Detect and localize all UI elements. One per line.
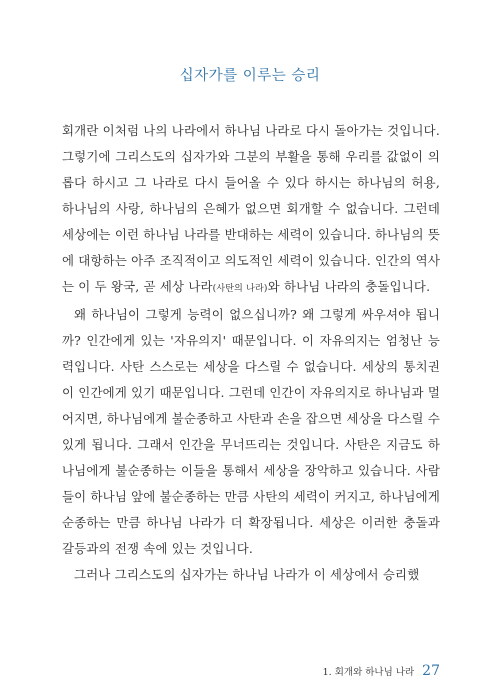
- paragraph-3: 그러나 그리스도의 십자가는 하나님 나라가 이 세상에서 승리했: [74, 567, 420, 582]
- body-text: [62, 118, 440, 588]
- section-title: 십자가를 이루는 승리: [179, 68, 321, 84]
- page-number: 27: [422, 663, 440, 679]
- paragraph-2: 왜 하나님이 그렇게 능력이 없으십니까? 왜 그렇게 싸우셔야 됩니까? 인간에게 있는 '자유의지' 때문입니다. 이 자유의지는 엄청난 능력입니다. 사탄 스스로는 세상을 다스릴 수 없습니다. 세상의 통치권이 인간에게 있기 때문입니다. 그런데 인간이 자유의지로 하나님과 멀어지면, 하나님에게 불순종하고 사탄과 손을 잡으면 세상을 다스릴 수 있게 됩니다. 그래서 인간을 무너뜨리는 것입니다. 사탄은 지금도 하나님에게 불순종하는 이들을 통해서 세상을 장악하고 있습니다. 사람들이 하나님 앞에 불순종하는 만큼 사탄의 세력이 커지고, 하나님에게 순종하는 만큼 하나님 나라가 더 확장됩니다. 세상은 이러한 충돌과 갈등과의 전쟁 속에 있는 것입니다.: [62, 307, 440, 556]
- paragraph-1-note: (사탄의 나라): [212, 284, 268, 294]
- footer-chapter: 1. 회개와 하나님 나라: [322, 667, 415, 678]
- paragraph-1-lead: 회개란 이처럼 나의 나라에서 하나님 나라로 다시 돌아가는 것입니다. 그렇기에 그리스도의 십자가와 그분의 부활을 통해 우리를 값없이 의롭다 하시고 그 나라로 다시 들어올 수 있다 하시는 하나님의 허용, 하나님의 사랑, 하나님의 은혜가 없으면 회개할 수 없습니다. 그런데 세상에는 이런 하나님 나라를 반대하는 세력이 있습니다. 하나님의 뜻에 대항하는 아주 조직적이고 의도적인 세력이 있습니다. 인간의 역사는 이 두 왕국, 곧 세상 나라: [62, 123, 440, 294]
- page-footer: [300, 663, 440, 679]
- paragraph-1: [62, 118, 440, 302]
- paragraph-1-tail: 와 하나님 나라의 충돌입니다.: [267, 279, 431, 294]
